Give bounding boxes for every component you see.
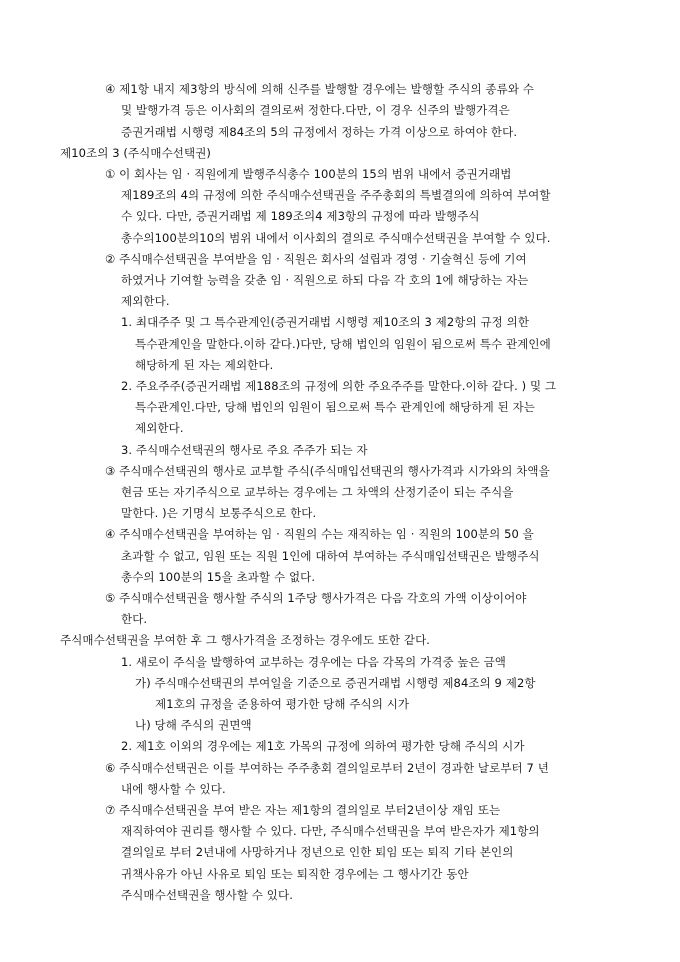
text-line: 주식매수선택권을 부여한 후 그 행사가격을 조정하는 경우에도 또한 같다. [60, 633, 431, 647]
text-line: 내에 행사할 수 있다. [121, 782, 226, 796]
article-heading: 제10조의 3 (주식매수선택권) [60, 146, 212, 160]
text-line: 결의일로 부터 2년내에 사망하거나 정년으로 인한 퇴임 또는 퇴직 기타 본인의 [121, 845, 514, 859]
text-line: ④ 제1항 내지 제3항의 방식에 의해 신주를 발행할 경우에는 발행할 주식의 종류와 수 [105, 82, 534, 96]
text-line: 제1호의 규정을 준용하여 평가한 당해 주식의 시가 [155, 697, 410, 711]
text-line: 제189조의 4의 규정에 의한 주식매수선택권을 주주총회의 특별결의에 의하여 부여할 [121, 188, 551, 202]
list-item: 3. 주식매수선택권의 행사로 주요 주주가 되는 자 [121, 443, 368, 457]
text-line: 특수관계인을 말한다.이하 같다.)다만, 당해 법인의 임원이 됨으로써 특수 관계인에 [135, 337, 551, 351]
text-line: 귀책사유가 아닌 사유로 퇴임 또는 퇴직한 경우에는 그 행사기간 동안 [121, 867, 469, 881]
list-item: 2. 주요주주(증권거래법 제188조의 규정에 의한 주요주주를 말한다.이하 같다. ) 및 그 [121, 379, 557, 393]
text-line: 제외한다. [121, 294, 170, 308]
text-line: ① 이 회사는 임 · 직원에게 발행주식총수 100분의 15의 범위 내에서 증권거래법 [105, 167, 512, 181]
text-line: 및 발행가격 등은 이사회의 결의로써 정한다.다만, 이 경우 신주의 발행가격은 [121, 103, 510, 117]
text-line: ② 주식매수선택권을 부여받을 임 · 직원은 회사의 설립과 경영 · 기술혁신 등에 기여 [105, 252, 527, 266]
text-line: ⑥ 주식매수선택권은 이를 부여하는 주주총회 결의일로부터 2년이 경과한 날로부터 7 년 [105, 761, 549, 775]
text-line: ⑤ 주식매수선택권을 행사할 주식의 1주당 행사가격은 다음 각호의 가액 이상이어야 [105, 591, 527, 605]
text-line: 재직하여야 권리를 행사할 수 있다. 다만, 주식매수선택권을 부여 받은자가 제1항의 [121, 824, 540, 838]
sub-item: 가) 주식매수선택권의 부여일을 기준으로 증권거래법 시행령 제84조의 9 제2항 [135, 676, 536, 690]
text-line: ④ 주식매수선택권을 부여하는 임 · 직원의 수는 재직하는 임 · 직원의 100분의 50 을 [105, 527, 534, 541]
text-line: 주식매수선택권을 행사할 수 있다. [121, 888, 293, 902]
text-line: 증권거래법 시행령 제84조의 5의 규정에서 정하는 가격 이상으로 하여야 한다. [121, 125, 518, 139]
text-line: 초과할 수 없고, 임원 또는 직원 1인에 대하여 부여하는 주식매입선택권은 발행주식 [121, 549, 540, 563]
text-line: ③ 주식매수선택권의 행사로 교부할 주식(주식매입선택권의 행사가격과 시가와의 차액을 [105, 464, 550, 478]
text-line: 수 있다. 다만, 증권거래법 제 189조의4 제3항의 규정에 따라 발행주식 [121, 209, 480, 223]
text-line: 특수관계인.다만, 당해 법인의 임원이 됨으로써 특수 관계인에 해당하게 된 자는 [135, 400, 535, 414]
text-line: 말한다. )은 기명식 보통주식으로 한다. [121, 506, 317, 520]
list-item: 1. 새로이 주식을 발행하여 교부하는 경우에는 다음 각목의 가격중 높은 금액 [121, 655, 506, 669]
text-line: 하였거나 기여할 능력을 갖춘 임 · 직원으로 하되 다음 각 호의 1에 해당하는 자는 [121, 273, 529, 287]
list-item: 2. 제1호 이외의 경우에는 제1호 가목의 규정에 의하여 평가한 당해 주식의 시가 [121, 739, 525, 753]
text-line: 해당하게 된 자는 제외한다. [135, 358, 274, 372]
sub-item: 나) 당해 주식의 권면액 [135, 718, 252, 732]
text-line: 현금 또는 자기주식으로 교부하는 경우에는 그 차액의 산정기준이 되는 주식을 [121, 485, 514, 499]
text-line: 총수의100분의10의 범위 내에서 이사회의 결의로 주식매수선택권을 부여할 수 있다. [121, 231, 551, 245]
text-line: 한다. [121, 612, 148, 626]
list-item: 1. 최대주주 및 그 특수관계인(증권거래법 시행령 제10조의 3 제2항의 규정 의한 [121, 315, 530, 329]
text-line: 제외한다. [135, 421, 184, 435]
text-line: ⑦ 주식매수선택권을 부여 받은 자는 제1항의 결의일로 부터2년이상 재임 또는 [105, 803, 501, 817]
text-line: 총수의 100분의 15을 초과할 수 없다. [121, 570, 316, 584]
